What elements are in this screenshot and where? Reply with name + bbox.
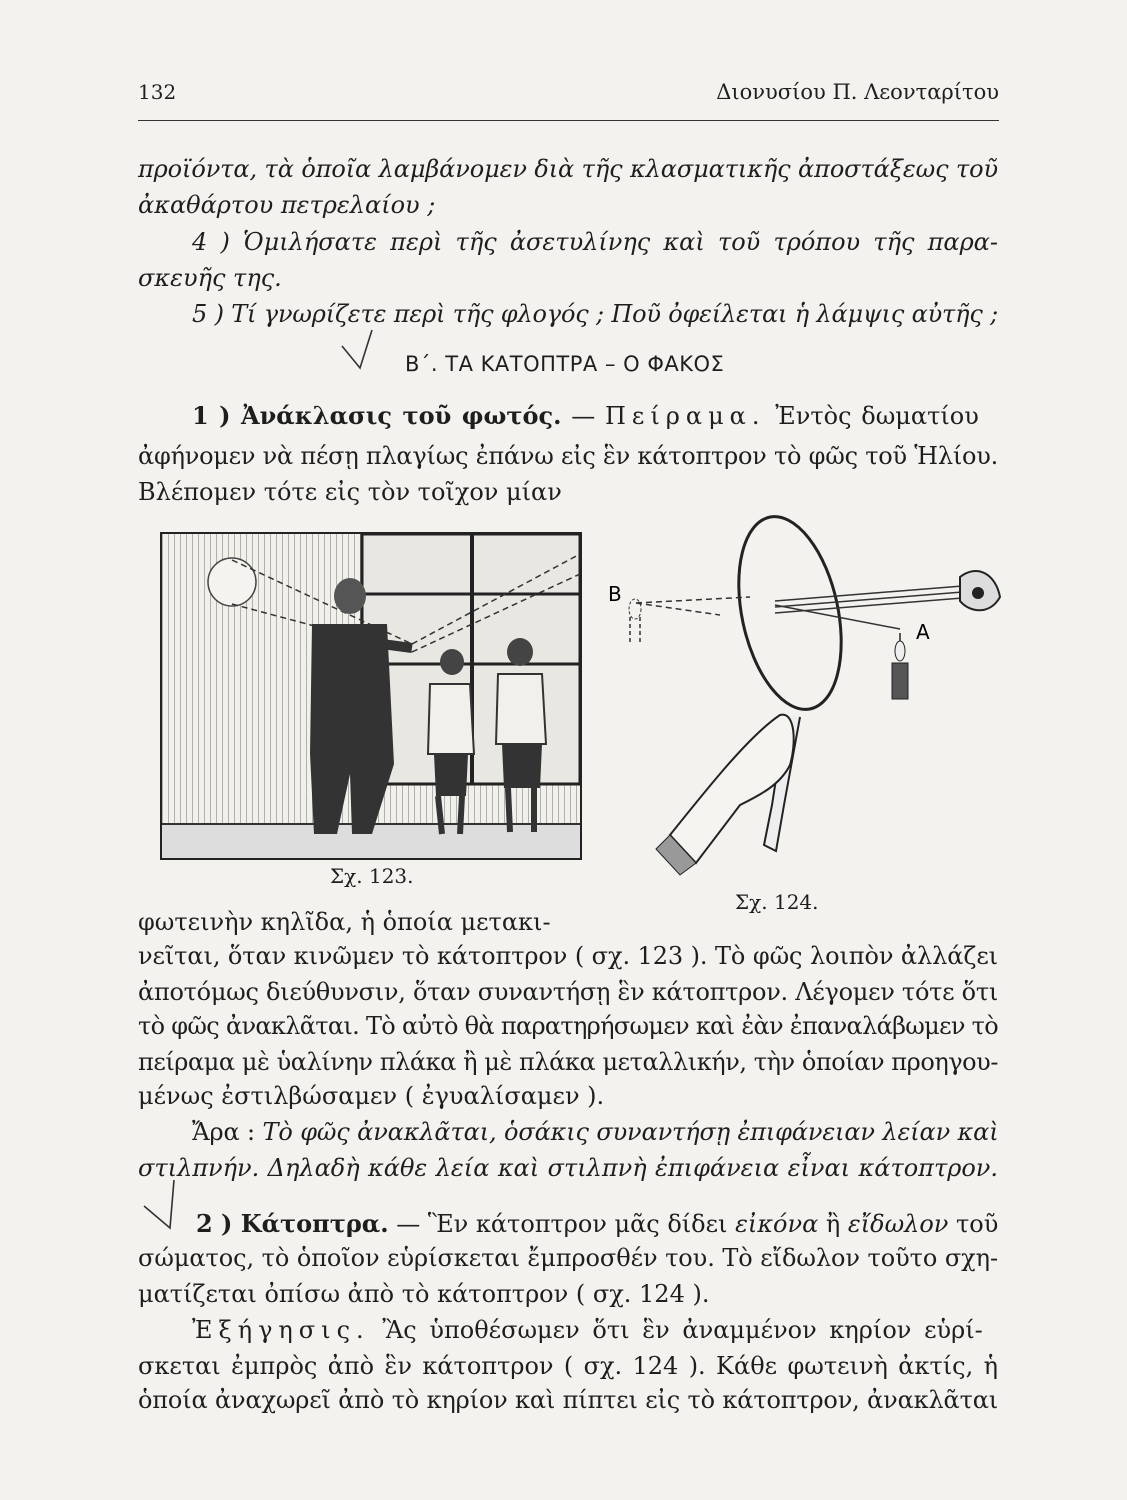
subsection-1-dash: — [571, 402, 596, 430]
subsection-1-line-5: νεῖται, ὅταν κινῶμεν τὸ κάτοπτρον ( σχ. 123 ). Τὸ φῶς λοιπὸν ἀλλάζει [138, 942, 999, 970]
subsection-1-title: 1 ) Ἀνάκλασις τοῦ φωτός. [192, 401, 562, 430]
subsection-1-line-7: τὸ φῶς ἀνακλᾶται. Τὸ αὐτὸ θὰ παρατηρήσωμεν καὶ ἐὰν ἐπαναλάβωμεν τὸ [138, 1012, 998, 1040]
image-term: εἰκόνα [735, 1210, 819, 1238]
section-heading: Β΄. ΤΑ ΚΑΤΟΠΤΡΑ – Ο ΦΑΚΟΣ [405, 352, 725, 376]
experiment-label: Πείραμα. [604, 402, 766, 430]
figure-123-caption: Σχ. 123. [330, 864, 414, 888]
subsection-1-line-8: πείραμα μὲ ὑαλίνην πλάκα ἢ μὲ πλάκα μεταλλικήν, τὴν ὁποίαν προηγου- [138, 1048, 999, 1076]
subsection-1-line-4: φωτεινὴν κηλῖδα, ἡ ὁποία μετακι- [138, 908, 551, 936]
page-number: 132 [138, 80, 177, 104]
subsection-2-title: 2 ) Κάτοπτρα. [196, 1209, 389, 1238]
figure-124-label-a: A [916, 620, 930, 644]
subsection-1-line-9: μένως ἐστιλβώσαμεν ( ἐγυαλίσαμεν ). [138, 1082, 605, 1110]
figure-124-label-b: B [608, 582, 622, 606]
figure-124 [600, 505, 1010, 885]
conclusion-label: Ἄρα : [192, 1118, 255, 1146]
running-title: Διονυσίου Π. Λεονταρίτου [716, 80, 999, 104]
subsection-2-line-1 [196, 1208, 998, 1240]
subsection-2-line-5: σκεται ἐμπρὸς ἀπὸ ἓν κάτοπτρον ( σχ. 124 ). Κάθε φωτεινὴ ἀκτίς, ἡ [138, 1352, 998, 1380]
header-rule [138, 120, 999, 121]
eidolon-term: εἴδωλον [847, 1210, 949, 1238]
question-5-line-1: 5 ) Τί γνωρίζετε περὶ τῆς φλογός ; Ποῦ ὀφείλεται ἡ λάμψις αὐτῆς ; [192, 300, 999, 328]
explanation-label: Ἐξήγησις. [192, 1316, 370, 1344]
question-4-line-1: 4 ) Ὁμιλήσατε περὶ τῆς ἀσετυλίνης καὶ τοῦ τρόπου τῆς παρα- [192, 228, 998, 256]
handwritten-check-mark-icon [140, 1176, 196, 1236]
subsection-1-line-1-text: Ἐντὸς δωματίου [775, 402, 979, 430]
figure-123 [160, 532, 582, 860]
page-header [138, 80, 999, 110]
handwritten-check-mark-icon [338, 326, 388, 374]
question-3-line-1: προϊόντα, τὰ ὁποῖα λαμβάνομεν διὰ τῆς κλασματικῆς ἀποστάξεως τοῦ [138, 155, 998, 183]
subsection-2-text-a: Ἓν κάτοπτρον μᾶς δίδει [427, 1210, 728, 1238]
question-3-line-2: ἀκαθάρτου πετρελαίου ; [138, 191, 436, 219]
subsection-2-line-2: σώματος, τὸ ὁποῖον εὑρίσκεται ἔμπροσθέν του. Τὸ εἴδωλον τοῦτο σχη- [138, 1244, 999, 1272]
subsection-2-text-or: ἢ [825, 1210, 841, 1238]
explanation-line-1 [192, 1314, 998, 1346]
subsection-2-text-e: τοῦ [956, 1210, 999, 1238]
subsection-1-line-6: ἀποτόμως διεύθυνσιν, ὅταν συναντήσῃ ἓν κάτοπτρον. Λέγομεν τότε ὅτι [138, 978, 998, 1006]
subsection-2-line-3: ματίζεται ὀπίσω ἀπὸ τὸ κάτοπτρον ( σχ. 124 ). [138, 1280, 710, 1308]
explanation-text: Ἂς ὑποθέσωμεν ὅτι ἓν ἀναμμένον κηρίον εὑρί- [382, 1316, 983, 1344]
question-4-line-2: σκευῆς της. [138, 264, 282, 292]
figure-124-caption: Σχ. 124. [735, 890, 819, 914]
subsection-1-line-2: ἀφήνομεν νὰ πέσῃ πλαγίως ἐπάνω εἰς ἓν κάτοπτρον τὸ φῶς τοῦ Ἡλίου. [138, 442, 998, 470]
conclusion-text: Τὸ φῶς ἀνακλᾶται, ὁσάκις συναντήσῃ ἐπιφάνειαν λείαν καὶ [262, 1118, 999, 1146]
subsection-2-line-6: ὁποία ἀναχωρεῖ ἀπὸ τὸ κηρίον καὶ πίπτει εἰς τὸ κάτοπτρον, ἀνακλᾶται [138, 1386, 998, 1414]
figure-123-drawing [162, 534, 580, 858]
subsection-1-line-3: Βλέπομεν τότε εἰς τὸν τοῖχον μίαν [138, 478, 562, 506]
conclusion-line-2: στιλπνήν. Δηλαδὴ κάθε λεία καὶ στιλπνὴ ἐπιφάνεια εἶναι κάτοπτρον. [138, 1154, 998, 1182]
subsection-2-dash: — [396, 1210, 421, 1238]
conclusion-line-1 [192, 1116, 998, 1148]
subsection-1-line-1 [192, 400, 998, 432]
